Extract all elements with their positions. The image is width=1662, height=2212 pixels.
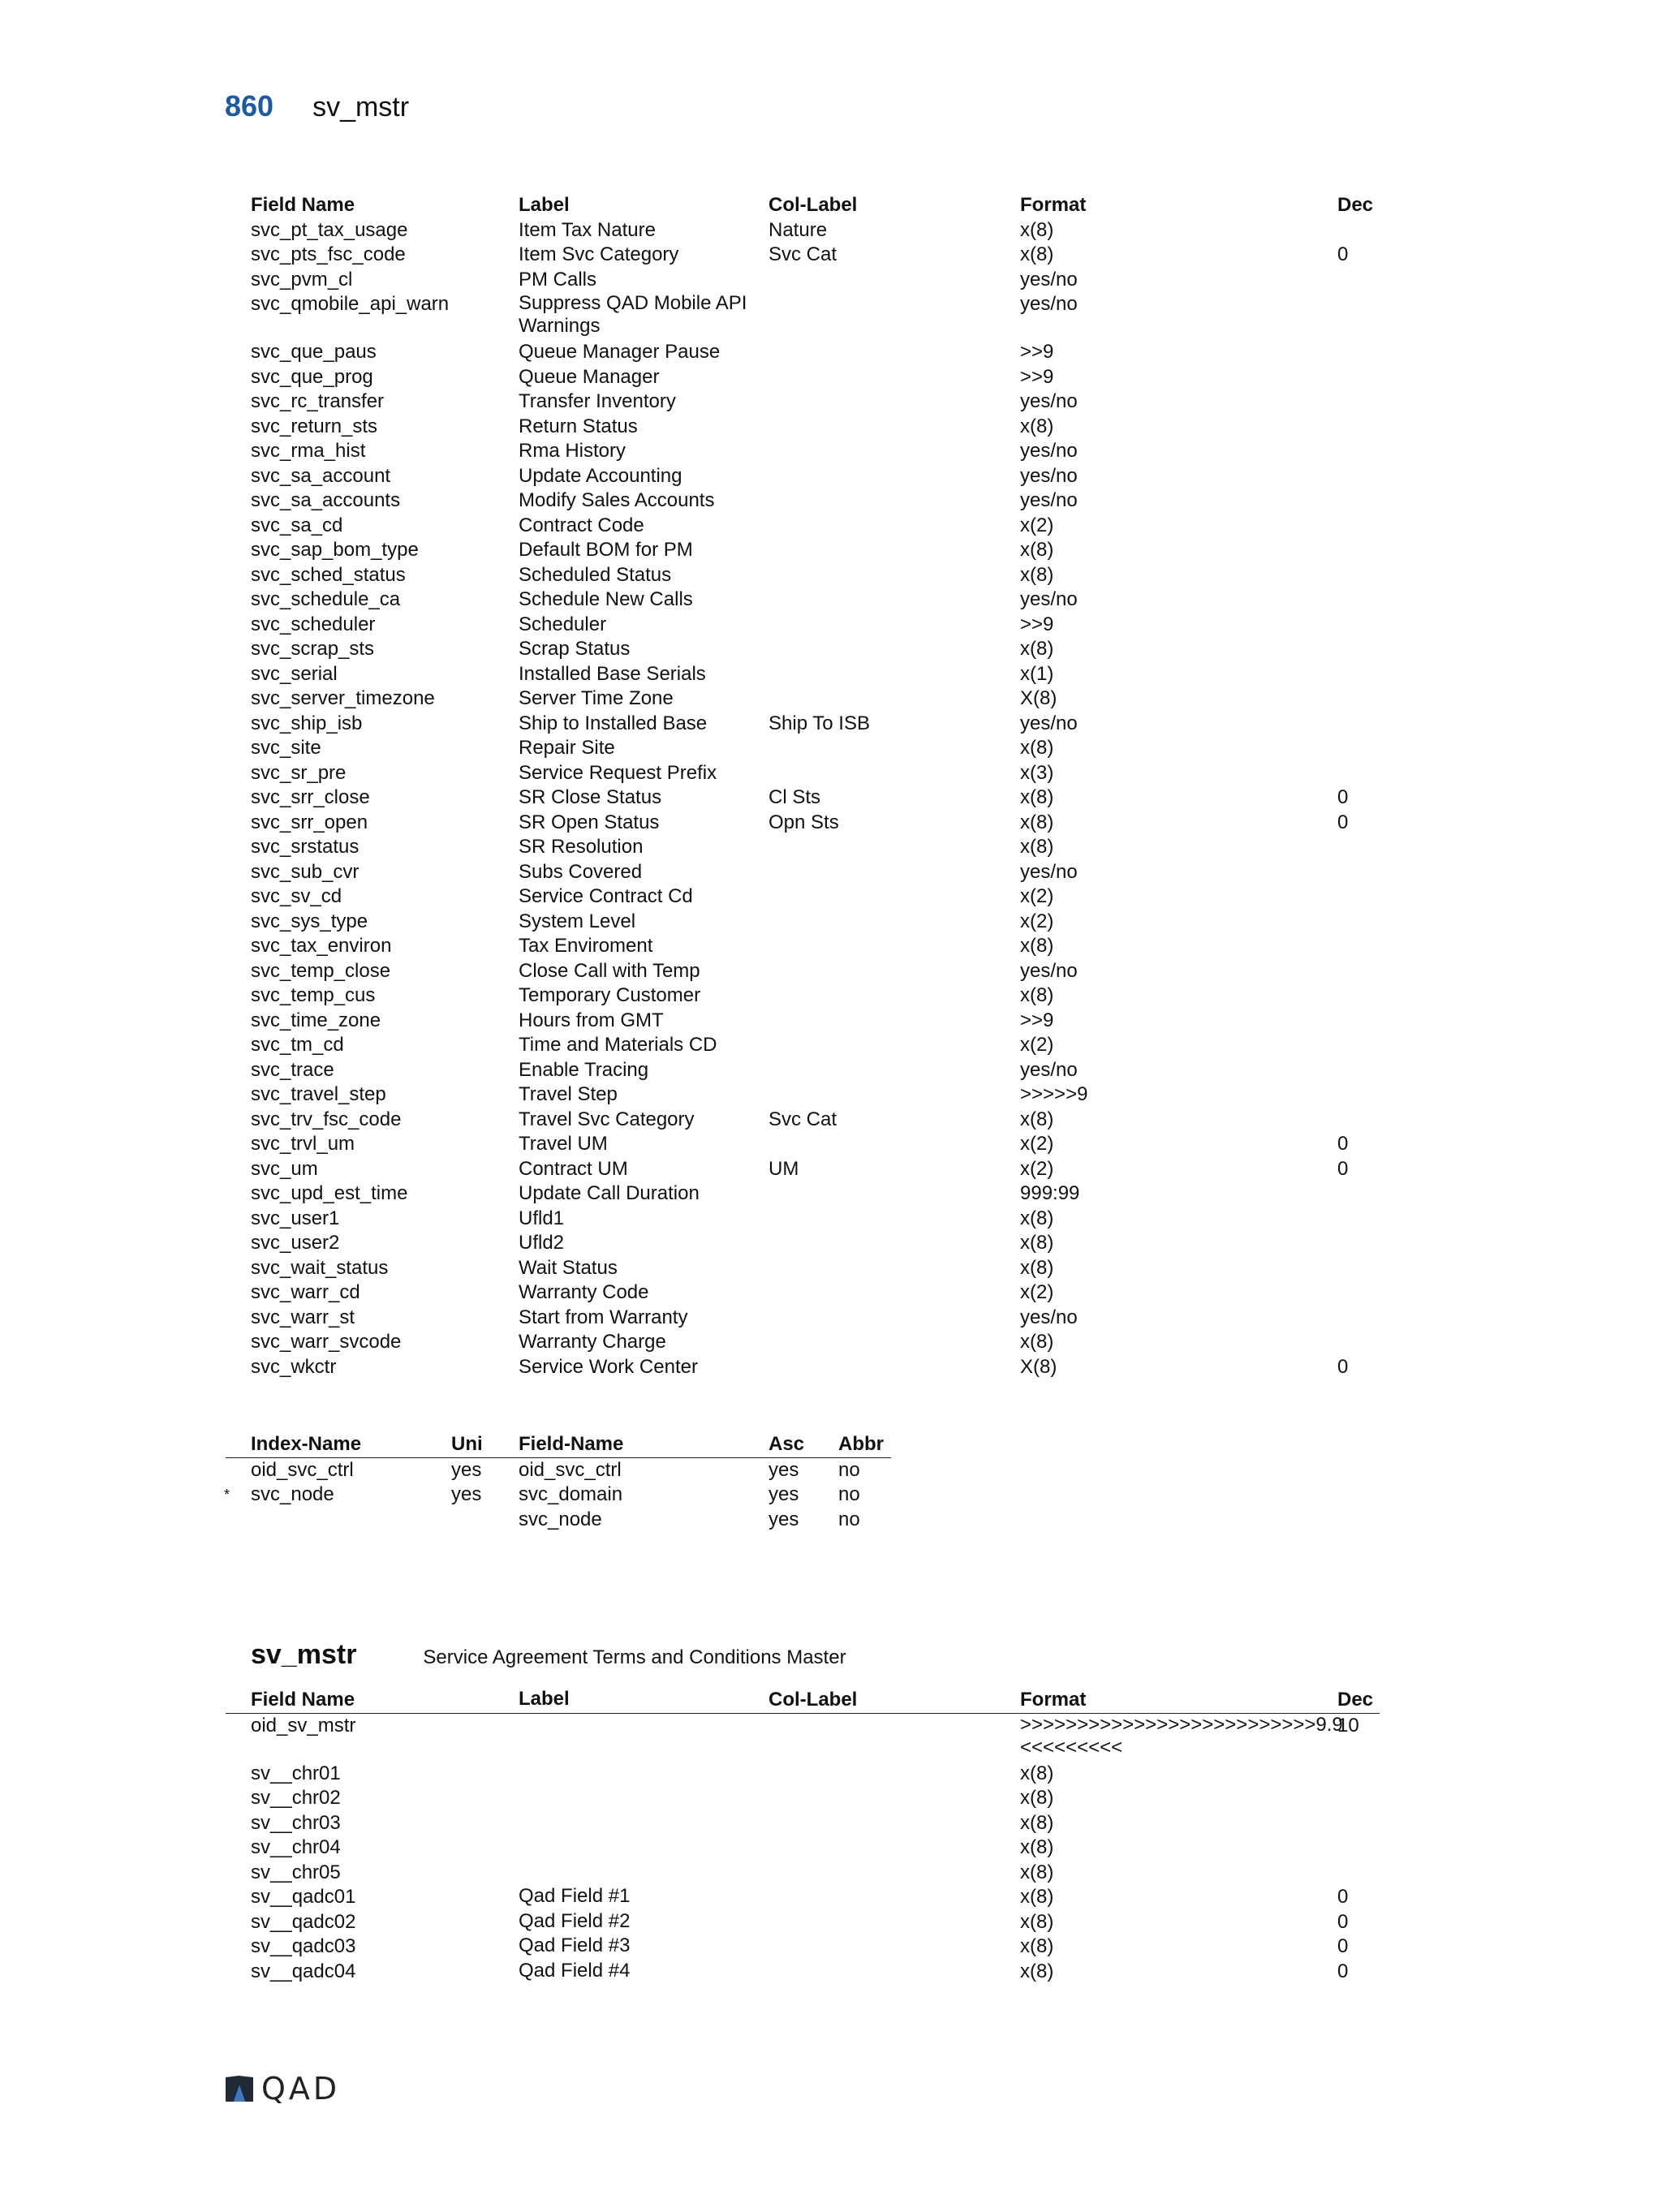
col-format: Format bbox=[1020, 1689, 1087, 1711]
field-name-cell: sv__chr05 bbox=[251, 1861, 341, 1883]
table-row bbox=[226, 1157, 1380, 1182]
table-row bbox=[226, 1960, 1380, 1985]
col-label-cell: Svc Cat bbox=[769, 243, 837, 265]
field-name-cell: sv__qadc03 bbox=[251, 1935, 356, 1957]
qad-logo bbox=[224, 2071, 340, 2107]
format-cell: yes/no bbox=[1020, 489, 1078, 511]
label-cell: Qad Field #2 bbox=[519, 1909, 631, 1932]
label-cell: Service Contract Cd bbox=[519, 885, 693, 907]
label-cell: Item Svc Category bbox=[519, 243, 679, 265]
col-asc: Asc bbox=[769, 1433, 805, 1455]
field-name-cell: sv__chr04 bbox=[251, 1836, 341, 1858]
col-index-name: Index-Name bbox=[251, 1433, 362, 1455]
format-cell: x(1) bbox=[1020, 662, 1054, 685]
table-row bbox=[226, 662, 1380, 687]
dec-cell: 0 bbox=[1337, 1355, 1349, 1378]
field-name-cell: oid_svc_ctrl bbox=[519, 1458, 622, 1481]
format-cell: x(8) bbox=[1020, 1836, 1054, 1858]
page-title: sv_mstr bbox=[312, 92, 410, 123]
label-cell: Default BOM for PM bbox=[519, 539, 693, 561]
table-row bbox=[226, 1835, 1380, 1861]
field-name-cell: svc_pt_tax_usage bbox=[251, 218, 408, 241]
label-cell: Update Call Duration bbox=[519, 1182, 700, 1204]
format-cell: x(8) bbox=[1020, 563, 1054, 586]
label-cell: Return Status bbox=[519, 415, 638, 437]
field-name-cell: svc_warr_cd bbox=[251, 1281, 360, 1303]
field-name-cell: svc_tm_cd bbox=[251, 1034, 344, 1056]
field-name-cell: sv__chr01 bbox=[251, 1762, 341, 1784]
table-row bbox=[226, 761, 1380, 786]
label-cell: Ufld1 bbox=[519, 1207, 565, 1229]
abbr-cell: no bbox=[838, 1483, 860, 1505]
abbr-cell: no bbox=[838, 1508, 860, 1530]
col-label-cell: Opn Sts bbox=[769, 811, 839, 833]
table-row bbox=[226, 860, 1380, 885]
table-row bbox=[226, 538, 1380, 563]
col-field-name: Field Name bbox=[251, 194, 355, 216]
table-row bbox=[226, 268, 1380, 293]
field-name-cell: svc_tax_environ bbox=[251, 935, 392, 957]
table-row bbox=[226, 686, 1380, 712]
table-row bbox=[226, 736, 1380, 761]
field-name-cell: svc_temp_cus bbox=[251, 984, 376, 1006]
field-name-cell: svc_sap_bom_type bbox=[251, 539, 419, 561]
field-name-cell: svc_ship_isb bbox=[251, 712, 363, 734]
col-dec: Dec bbox=[1337, 194, 1374, 216]
field-name-cell: svc_upd_est_time bbox=[251, 1182, 408, 1204]
label-cell: Qad Field #3 bbox=[519, 1934, 631, 1956]
col-label-cell: Nature bbox=[769, 218, 828, 241]
label-cell: Qad Field #1 bbox=[519, 1885, 631, 1907]
dec-cell: 0 bbox=[1337, 1886, 1349, 1908]
field-name-cell: svc_travel_step bbox=[251, 1083, 386, 1105]
format-cell: x(8) bbox=[1020, 811, 1054, 833]
index-table-header bbox=[226, 1432, 891, 1458]
label-cell: Contract Code bbox=[519, 514, 644, 536]
dec-cell: 0 bbox=[1337, 811, 1349, 833]
col-label-cell: Cl Sts bbox=[769, 786, 821, 808]
format-cell: >>9 bbox=[1020, 1009, 1054, 1031]
table-row bbox=[226, 983, 1380, 1009]
index-table bbox=[226, 1432, 891, 1532]
field-name-cell: svc_user2 bbox=[251, 1232, 340, 1254]
format-cell: yes/no bbox=[1020, 390, 1078, 412]
format-cell: x(8) bbox=[1020, 539, 1054, 561]
label-cell: Travel UM bbox=[519, 1133, 608, 1155]
format-cell: x(2) bbox=[1020, 885, 1054, 907]
label-cell: Rma History bbox=[519, 440, 626, 462]
label-cell: Warranty Charge bbox=[519, 1331, 666, 1353]
sv-table-header bbox=[226, 1688, 1380, 1714]
table-row bbox=[226, 365, 1380, 390]
table-row bbox=[226, 1009, 1380, 1034]
dec-cell: 0 bbox=[1337, 1157, 1349, 1180]
label-cell: Qad Field #4 bbox=[519, 1959, 631, 1982]
table-row bbox=[226, 488, 1380, 514]
format-cell: x(8) bbox=[1020, 1331, 1054, 1353]
label-cell: Hours from GMT bbox=[519, 1009, 664, 1031]
format-cell: x(8) bbox=[1020, 737, 1054, 759]
format-cell: 999:99 bbox=[1020, 1182, 1080, 1204]
field-name-cell: svc_return_sts bbox=[251, 415, 378, 437]
label-cell: Travel Svc Category bbox=[519, 1108, 695, 1130]
label-cell: Repair Site bbox=[519, 737, 615, 759]
table-row bbox=[226, 712, 1380, 737]
col-label-cell: Ship To ISB bbox=[769, 712, 870, 734]
format-cell: x(8) bbox=[1020, 1960, 1054, 1982]
table-row bbox=[226, 811, 1380, 836]
field-name-cell: sv__qadc02 bbox=[251, 1910, 356, 1933]
format-cell: x(8) bbox=[1020, 1256, 1054, 1279]
table-row bbox=[226, 340, 1380, 365]
col-col-label: Col-Label bbox=[769, 194, 858, 216]
table-row bbox=[226, 563, 1380, 588]
format-cell: x(2) bbox=[1020, 1157, 1054, 1180]
dec-cell: 10 bbox=[1337, 1714, 1359, 1736]
table-row bbox=[226, 934, 1380, 959]
col-label-cell: Svc Cat bbox=[769, 1108, 837, 1130]
table-row bbox=[226, 1483, 891, 1508]
format-cell: x(8) bbox=[1020, 415, 1054, 437]
table-row bbox=[226, 1033, 1380, 1058]
format-cell: x(8) bbox=[1020, 1886, 1054, 1908]
field-name-cell: svc_trace bbox=[251, 1058, 334, 1081]
table-row bbox=[226, 1181, 1380, 1207]
field-name-cell: sv__qadc01 bbox=[251, 1886, 356, 1908]
label-cell: Ship to Installed Base bbox=[519, 712, 708, 734]
field-name-cell: svc_qmobile_api_warn bbox=[251, 293, 450, 315]
format-cell: >>9 bbox=[1020, 613, 1054, 635]
format-cell: >>9 bbox=[1020, 341, 1054, 363]
field-name-cell: svc_que_prog bbox=[251, 365, 373, 388]
format-cell: x(8) bbox=[1020, 1811, 1054, 1834]
table-row bbox=[226, 514, 1380, 539]
format-cell: >>>>>>>>>>>>>>>>>>>>>>>>>>9.9<<<<<<<<< bbox=[1020, 1713, 1343, 1758]
field-name-cell: sv__chr02 bbox=[251, 1787, 341, 1809]
format-cell: x(2) bbox=[1020, 1133, 1054, 1155]
table-row bbox=[226, 785, 1380, 811]
format-cell: x(8) bbox=[1020, 984, 1054, 1006]
format-cell: yes/no bbox=[1020, 1058, 1078, 1081]
field-name-cell: svc_domain bbox=[519, 1483, 623, 1505]
field-name-cell: svc_server_timezone bbox=[251, 687, 435, 709]
format-cell: x(8) bbox=[1020, 1935, 1054, 1957]
format-cell: x(8) bbox=[1020, 786, 1054, 808]
table-row bbox=[226, 389, 1380, 415]
col-format: Format bbox=[1020, 194, 1087, 216]
field-name-cell: svc_sys_type bbox=[251, 910, 368, 932]
table-row bbox=[226, 835, 1380, 860]
label-cell: SR Resolution bbox=[519, 836, 644, 858]
field-name-cell: svc_scrap_sts bbox=[251, 638, 375, 660]
field-table bbox=[226, 193, 1380, 1379]
table-row bbox=[226, 1861, 1380, 1886]
table-row bbox=[226, 1082, 1380, 1108]
table-row bbox=[226, 1910, 1380, 1935]
format-cell: yes/no bbox=[1020, 959, 1078, 982]
label-cell: Installed Base Serials bbox=[519, 662, 706, 685]
table-row bbox=[226, 1885, 1380, 1910]
index-name-cell: oid_svc_ctrl bbox=[251, 1458, 354, 1481]
label-cell: Close Call with Temp bbox=[519, 959, 700, 982]
primary-index-marker: * bbox=[224, 1487, 230, 1503]
dec-cell: 0 bbox=[1337, 1133, 1349, 1155]
field-name-cell: svc_sub_cvr bbox=[251, 860, 360, 883]
label-cell: Start from Warranty bbox=[519, 1306, 688, 1328]
table-row bbox=[226, 1058, 1380, 1083]
field-table-header bbox=[226, 193, 1380, 218]
col-label: Label bbox=[519, 1688, 570, 1710]
format-cell: x(8) bbox=[1020, 1232, 1054, 1254]
asc-cell: yes bbox=[769, 1508, 799, 1530]
label-cell: Scrap Status bbox=[519, 638, 631, 660]
label-cell: Queue Manager Pause bbox=[519, 341, 721, 363]
table-row bbox=[226, 218, 1380, 243]
format-cell: yes/no bbox=[1020, 588, 1078, 610]
format-cell: yes/no bbox=[1020, 1306, 1078, 1328]
asc-cell: yes bbox=[769, 1458, 799, 1481]
page-header bbox=[225, 89, 409, 138]
format-cell: x(2) bbox=[1020, 1281, 1054, 1303]
format-cell: x(3) bbox=[1020, 761, 1054, 784]
field-name-cell: svc_sa_cd bbox=[251, 514, 343, 536]
section-description: Service Agreement Terms and Conditions Master bbox=[423, 1646, 846, 1668]
col-label-cell: UM bbox=[769, 1157, 799, 1180]
field-name-cell: svc_sa_accounts bbox=[251, 489, 401, 511]
label-cell: Transfer Inventory bbox=[519, 390, 676, 412]
label-cell: Schedule New Calls bbox=[519, 588, 693, 610]
qad-logo-icon bbox=[224, 2074, 255, 2103]
table-row bbox=[226, 243, 1380, 268]
table-row bbox=[226, 1306, 1380, 1331]
table-row bbox=[226, 1762, 1380, 1787]
table-row bbox=[226, 1355, 1380, 1380]
field-name-cell: svc_sched_status bbox=[251, 563, 406, 586]
index-name-cell: svc_node bbox=[251, 1483, 334, 1505]
label-cell: Time and Materials CD bbox=[519, 1034, 717, 1056]
field-name-cell: svc_rc_transfer bbox=[251, 390, 385, 412]
label-cell: Service Work Center bbox=[519, 1355, 698, 1378]
field-name-cell: svc_trv_fsc_code bbox=[251, 1108, 402, 1130]
format-cell: yes/no bbox=[1020, 268, 1078, 290]
format-cell: x(8) bbox=[1020, 1861, 1054, 1883]
format-cell: yes/no bbox=[1020, 712, 1078, 734]
field-name-cell: svc_um bbox=[251, 1157, 318, 1180]
sv-table bbox=[226, 1688, 1380, 1984]
label-cell: Enable Tracing bbox=[519, 1058, 649, 1081]
section-name: sv_mstr bbox=[251, 1639, 357, 1670]
field-name-cell: svc_wait_status bbox=[251, 1256, 389, 1279]
format-cell: x(8) bbox=[1020, 638, 1054, 660]
table-row bbox=[226, 1508, 891, 1533]
abbr-cell: no bbox=[838, 1458, 860, 1481]
table-row bbox=[226, 1132, 1380, 1157]
table-row bbox=[226, 910, 1380, 935]
format-cell: >>9 bbox=[1020, 365, 1054, 388]
label-cell: Travel Step bbox=[519, 1083, 618, 1105]
format-cell: x(8) bbox=[1020, 218, 1054, 241]
table-row bbox=[226, 415, 1380, 440]
uni-cell: yes bbox=[451, 1458, 482, 1481]
dec-cell: 0 bbox=[1337, 1910, 1349, 1933]
col-uni: Uni bbox=[451, 1433, 483, 1455]
format-cell: x(8) bbox=[1020, 1787, 1054, 1809]
format-cell: x(8) bbox=[1020, 836, 1054, 858]
label-cell: Item Tax Nature bbox=[519, 218, 656, 241]
field-name-cell: svc_srr_close bbox=[251, 786, 370, 808]
field-name-cell: svc_time_zone bbox=[251, 1009, 381, 1031]
format-cell: x(8) bbox=[1020, 1762, 1054, 1784]
col-col-label: Col-Label bbox=[769, 1689, 858, 1711]
field-name-cell: svc_srr_open bbox=[251, 811, 368, 833]
asc-cell: yes bbox=[769, 1483, 799, 1505]
label-cell: Tax Enviroment bbox=[519, 935, 653, 957]
format-cell: yes/no bbox=[1020, 860, 1078, 883]
label-cell: Contract UM bbox=[519, 1157, 628, 1180]
format-cell: X(8) bbox=[1020, 687, 1057, 709]
col-dec: Dec bbox=[1337, 1689, 1374, 1711]
table-row bbox=[226, 1280, 1380, 1306]
table-row bbox=[226, 1811, 1380, 1836]
field-name-cell: svc_site bbox=[251, 737, 321, 759]
label-cell: Wait Status bbox=[519, 1256, 618, 1279]
dec-cell: 0 bbox=[1337, 1935, 1349, 1957]
field-name-cell: svc_serial bbox=[251, 662, 338, 685]
table-row bbox=[226, 613, 1380, 638]
field-name-cell: svc_srstatus bbox=[251, 836, 360, 858]
field-name-cell: svc_wkctr bbox=[251, 1355, 337, 1378]
format-cell: x(2) bbox=[1020, 514, 1054, 536]
field-name-cell: svc_warr_svcode bbox=[251, 1331, 402, 1353]
table-row bbox=[226, 464, 1380, 489]
format-cell: x(8) bbox=[1020, 935, 1054, 957]
col-field-name: Field Name bbox=[251, 1689, 355, 1711]
table-row bbox=[226, 1108, 1380, 1133]
field-name-cell: svc_warr_st bbox=[251, 1306, 355, 1328]
field-name-cell: svc_user1 bbox=[251, 1207, 340, 1229]
label-cell: System Level bbox=[519, 910, 636, 932]
dec-cell: 0 bbox=[1337, 1960, 1349, 1982]
dec-cell: 0 bbox=[1337, 243, 1349, 265]
table-row bbox=[226, 1458, 891, 1483]
col-field-name: Field-Name bbox=[519, 1433, 624, 1455]
format-cell: x(8) bbox=[1020, 1910, 1054, 1933]
label-cell: PM Calls bbox=[519, 268, 597, 290]
label-cell: Subs Covered bbox=[519, 860, 643, 883]
qad-logo-text: QAD bbox=[261, 2071, 341, 2107]
table-row bbox=[226, 1330, 1380, 1355]
label-cell: Temporary Customer bbox=[519, 984, 701, 1006]
field-name-cell: svc_pvm_cl bbox=[251, 268, 353, 290]
table-row bbox=[226, 884, 1380, 910]
field-name-cell: svc_scheduler bbox=[251, 613, 376, 635]
field-name-cell: svc_schedule_ca bbox=[251, 588, 401, 610]
format-cell: x(8) bbox=[1020, 1207, 1054, 1229]
field-name-cell: svc_sr_pre bbox=[251, 761, 347, 784]
field-name-cell: oid_sv_mstr bbox=[251, 1714, 356, 1736]
label-cell: Scheduled Status bbox=[519, 563, 672, 586]
format-cell: yes/no bbox=[1020, 293, 1078, 315]
uni-cell: yes bbox=[451, 1483, 482, 1505]
format-cell: x(8) bbox=[1020, 243, 1054, 265]
page-number: 860 bbox=[225, 89, 274, 123]
table-row bbox=[226, 1207, 1380, 1232]
col-abbr: Abbr bbox=[838, 1433, 884, 1455]
field-name-cell: svc_rma_hist bbox=[251, 440, 366, 462]
label-cell: Server Time Zone bbox=[519, 687, 674, 709]
table-row bbox=[226, 587, 1380, 613]
format-cell: x(2) bbox=[1020, 910, 1054, 932]
field-name-cell: svc_sa_account bbox=[251, 464, 391, 487]
field-name-cell: svc_sv_cd bbox=[251, 885, 342, 907]
field-name-cell: svc_trvl_um bbox=[251, 1133, 355, 1155]
table-row bbox=[226, 292, 1380, 340]
format-cell: yes/no bbox=[1020, 464, 1078, 487]
table-row bbox=[226, 959, 1380, 984]
format-cell: yes/no bbox=[1020, 440, 1078, 462]
field-name-cell: svc_temp_close bbox=[251, 959, 391, 982]
field-name-cell: svc_que_paus bbox=[251, 341, 377, 363]
label-cell: Scheduler bbox=[519, 613, 607, 635]
label-cell: SR Open Status bbox=[519, 811, 660, 833]
label-cell: Service Request Prefix bbox=[519, 761, 717, 784]
table-row bbox=[226, 1934, 1380, 1960]
field-name-cell: svc_node bbox=[519, 1508, 602, 1530]
table-row bbox=[226, 637, 1380, 662]
format-cell: x(2) bbox=[1020, 1034, 1054, 1056]
dec-cell: 0 bbox=[1337, 786, 1349, 808]
label-cell: Queue Manager bbox=[519, 365, 660, 388]
table-row bbox=[226, 1786, 1380, 1811]
table-row bbox=[226, 1714, 1380, 1762]
table-row bbox=[226, 1256, 1380, 1281]
field-name-cell: svc_pts_fsc_code bbox=[251, 243, 406, 265]
table-row bbox=[226, 1231, 1380, 1256]
format-cell: >>>>>9 bbox=[1020, 1083, 1088, 1105]
field-name-cell: sv__qadc04 bbox=[251, 1960, 356, 1982]
label-cell: SR Close Status bbox=[519, 786, 662, 808]
label-cell: Modify Sales Accounts bbox=[519, 489, 715, 511]
format-cell: x(8) bbox=[1020, 1108, 1054, 1130]
field-name-cell: sv__chr03 bbox=[251, 1811, 341, 1834]
col-label: Label bbox=[519, 194, 570, 216]
section-header bbox=[251, 1639, 846, 1676]
label-cell: Suppress QAD Mobile API Warnings bbox=[519, 292, 747, 337]
table-row bbox=[226, 439, 1380, 464]
label-cell: Ufld2 bbox=[519, 1232, 565, 1254]
format-cell: X(8) bbox=[1020, 1355, 1057, 1378]
label-cell: Update Accounting bbox=[519, 464, 682, 487]
label-cell: Warranty Code bbox=[519, 1281, 649, 1303]
